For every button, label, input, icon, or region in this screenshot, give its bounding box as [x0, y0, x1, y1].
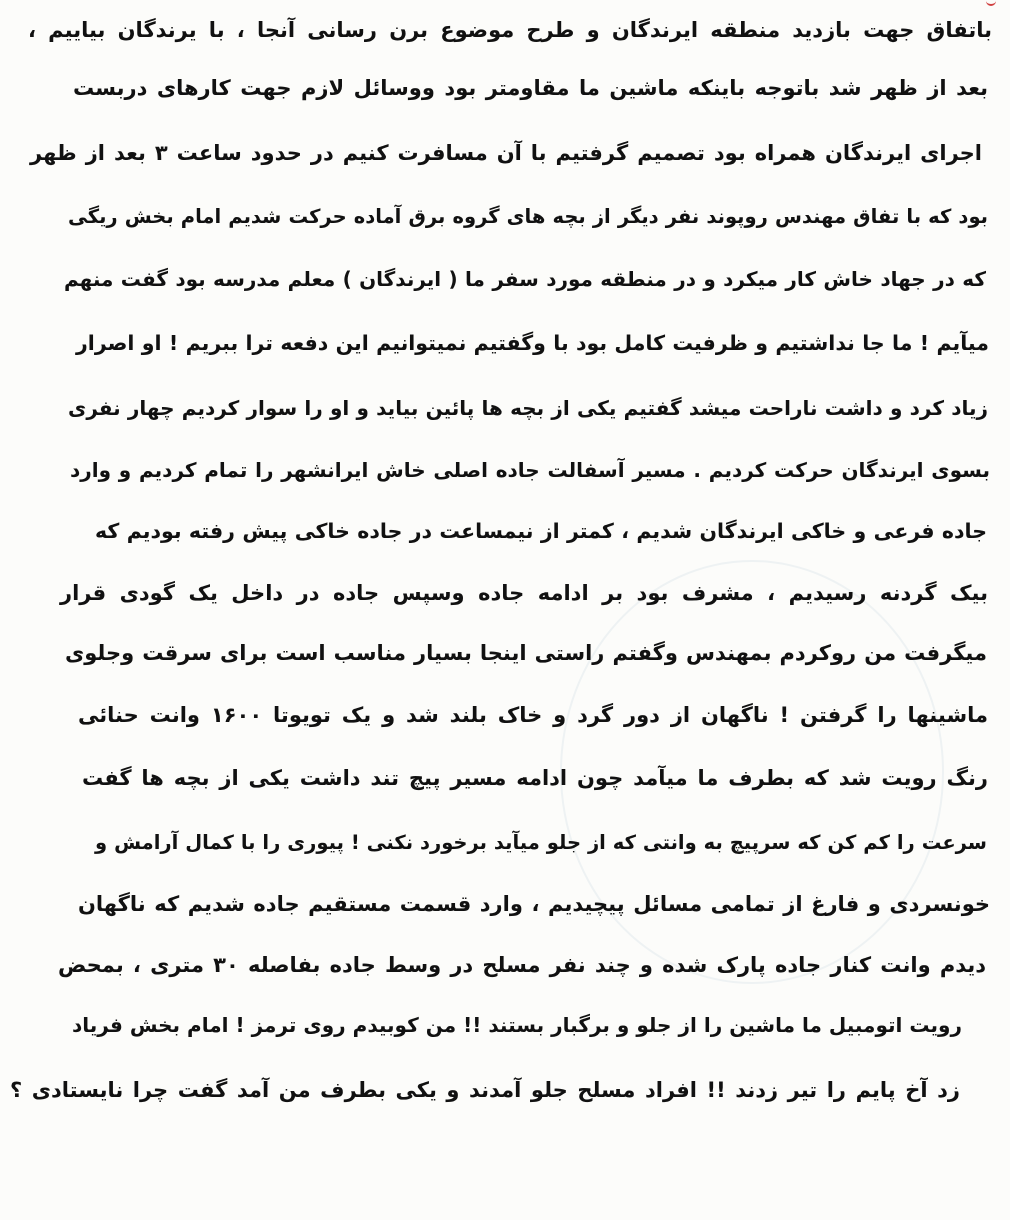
text-line: میگرفت من روکردم بمهندس وگفتم راستی اینجا بسیار مناسب است برای سرقت وجلوی: [65, 641, 987, 665]
text-line: سرعت را کم کن که سرپیچ به وانتی که از جلو میآید برخورد نکنی ! پیوری را با کمال آرامش و: [95, 831, 987, 854]
text-line: زیاد کرد و داشت ناراحت میشد گفتیم یکی از بچه ها پائین بیاید و او را سوار کردیم چهار نفری: [68, 396, 988, 420]
text-line: که در جهاد خاش کار میکرد و در منطقه مورد سفر ما ( ایرندگان ) معلم مدرسه بود گفت منهم: [64, 267, 986, 291]
text-line: بیک گردنه رسیدیم ، مشرف بود بر ادامه جاده وسپس جاده در داخل یک گودی قرار: [60, 581, 988, 605]
text-line: خونسردی و فارغ از تمامی مسائل پیچیدیم ، وارد قسمت مستقیم جاده شدیم که ناگهان: [78, 892, 990, 916]
text-line: رنگ رویت شد که بطرف ما میآمد چون ادامه مسیر پیچ تند داشت یکی از بچه ها گفت: [82, 766, 988, 790]
text-line: زد آخ پایم را تیر زدند !! افراد مسلح جلو آمدند و یکی بطرف من آمد گفت چرا نایستادی ؟: [10, 1078, 960, 1102]
text-line: رویت اتومبیل ما ماشین را از جلو و برگبار بستند !! من کوبیدم روی ترمز ! امام بخش فریاد: [72, 1013, 962, 1037]
text-line: میآیم ! ما جا نداشتیم و ظرفیت کامل بود با وگفتیم نمیتوانیم این دفعه ترا ببریم ! او اصرار: [76, 331, 989, 355]
text-line: بسوی ایرندگان حرکت کردیم . مسیر آسفالت جاده اصلی خاش ایرانشهر را تمام کردیم و وارد: [70, 458, 990, 482]
text-line: دیدم وانت کنار جاده پارک شده و چند نفر مسلح در وسط جاده بفاصله ۳۰ متری ، بمحض: [58, 953, 987, 977]
text-line: باتفاق جهت بازدید منطقه ایرندگان و طرح موضوع برن رسانی آنجا ، با یرندگان بیاییم ،: [28, 18, 992, 42]
text-line: اجرای ایرندگان همراه بود تصمیم گرفتیم با آن مسافرت کنیم در حدود ساعت ۳ بعد از ظهر: [30, 141, 983, 165]
text-line: بود که با تفاق مهندس روپوند نفر دیگر از بچه های گروه برق آماده حرکت شدیم امام بخش ریگی: [68, 205, 988, 228]
text-line: جاده فرعی و خاکی ایرندگان شدیم ، کمتر از نیمساعت در جاده خاکی پیش رفته بودیم که: [95, 519, 987, 543]
text-line: بعد از ظهر شد باتوجه باینکه ماشین ما مقاومتر بود ووسائل لازم جهت کارهای دربست: [73, 76, 988, 100]
text-line: ماشینها را گرفتن ! ناگهان از دور گرد و خاک بلند شد و یک تویوتا ۱۶۰۰ وانت حنائی: [78, 703, 988, 727]
